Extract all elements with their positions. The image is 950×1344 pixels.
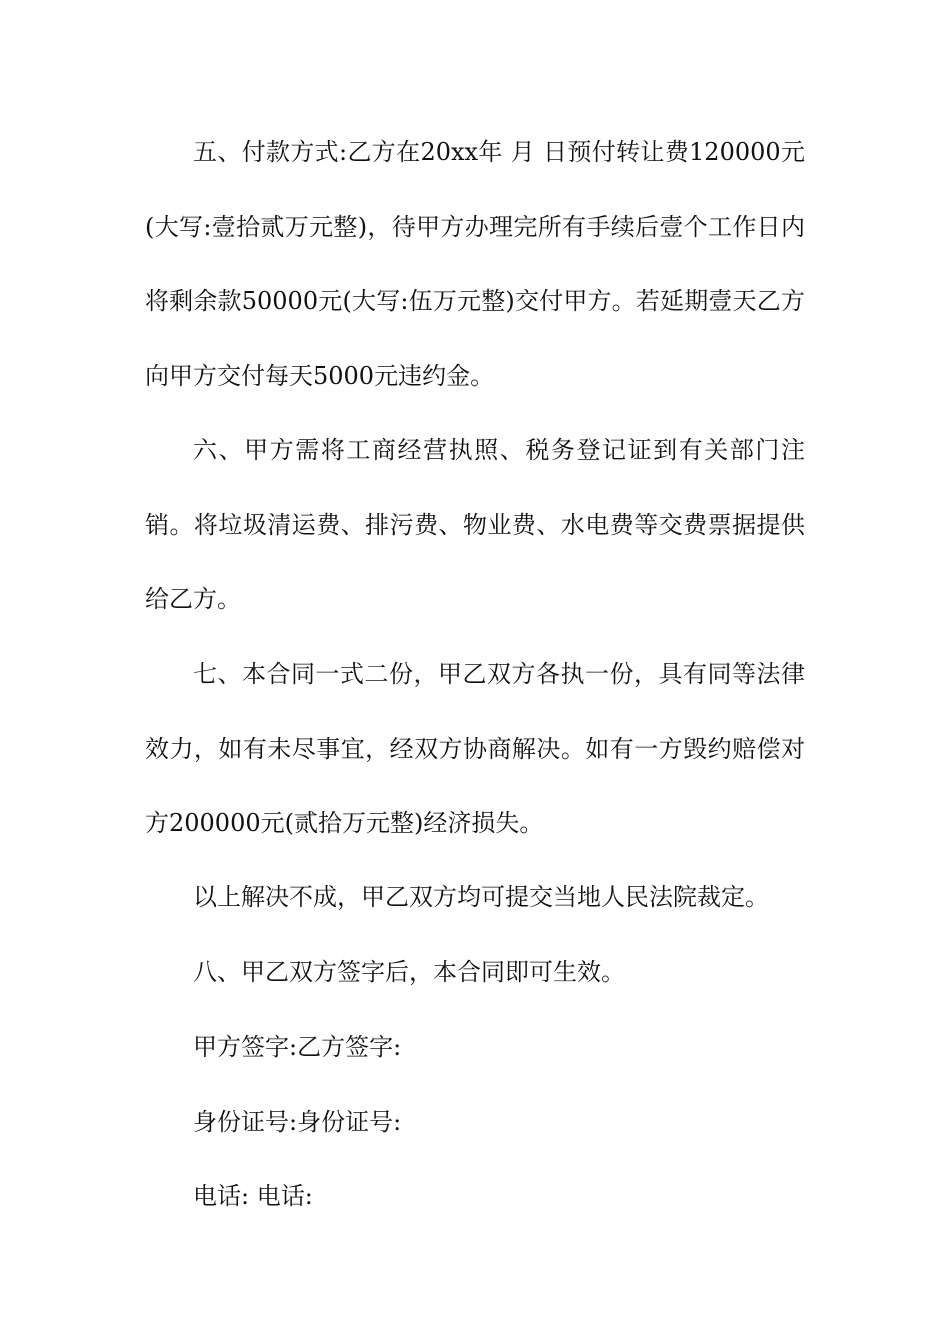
- clause-8-effective: 八、甲乙双方签字后，本合同即可生效。: [193, 958, 625, 986]
- clause-6-cancellation-duties: 六、甲方需将工商经营执照、税务登记证到有关部门注销。将垃圾清运费、排污费、物业费、水电费等交费票据提供给乙方。: [145, 436, 805, 613]
- id-number-line: 身份证号:身份证号:: [193, 1108, 402, 1136]
- dispute-resolution-line: 以上解决不成，甲乙双方均可提交当地人民法院裁定。: [193, 883, 769, 911]
- clause-5-payment-terms: 五、付款方式:乙方在20xx年 月 日预付转让费120000元(大写:壹拾贰万元整)，待甲方办理完所有手续后壹个工作日内将剩余款50000元(大写:伍万元整)交付甲方。若延期壹天乙方向甲方交付每天5000元违约金。: [145, 138, 805, 390]
- phone-line: 电话: 电话:: [193, 1182, 313, 1210]
- clause-7-copies-and-breach: 七、本合同一式二份，甲乙双方各执一份，具有同等法律效力，如有未尽事宜，经双方协商解决。如有一方毁约赔偿对方200000元(贰拾万元整)经济损失。: [145, 660, 805, 837]
- signature-line: 甲方签字:乙方签字:: [193, 1033, 402, 1061]
